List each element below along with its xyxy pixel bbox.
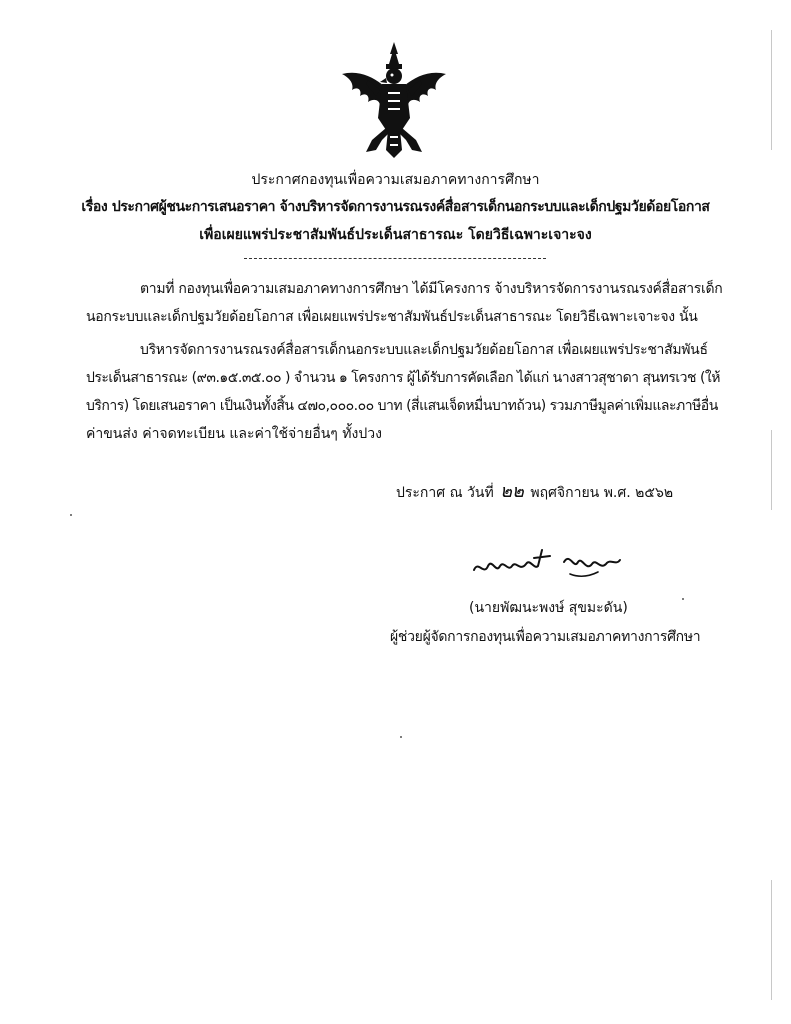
date-prefix: ประกาศ ณ วันที่ [396, 485, 494, 501]
signatory-name: (นายพัฒนะพงษ์ สุขมะดัน) [469, 600, 628, 616]
date-day-handwritten: ๒๒ [500, 481, 524, 502]
garuda-emblem-icon [336, 40, 452, 160]
scan-speck [70, 514, 72, 516]
signatory-position: ผู้ช่วยผู้จัดการกองทุนเพื่อความเสมอภาคทางการศึกษา [390, 629, 701, 645]
paragraph-2-line-3: บริการ) โดยเสนอราคา เป็นเงินทั้งสิ้น ๔๗๐,๐๐๐.๐๐ บาท (สี่แสนเจ็ดหมื่นบาทถ้วน) รวมภาษีมูลค่าเพิ่มและภาษีอื่น [86, 398, 718, 414]
divider [244, 258, 546, 259]
scan-edge-mark [771, 30, 772, 150]
announcement-date [396, 482, 673, 503]
paragraph-1-line-1: ตามที่ กองทุนเพื่อความเสมอภาคทางการศึกษา ได้มีโครงการ จ้างบริหารจัดการงานรณรงค์สื่อสารเด็ก [140, 281, 723, 297]
document-title: ประกาศกองทุนเพื่อความเสมอภาคทางการศึกษา [251, 172, 540, 188]
scan-edge-mark [771, 880, 772, 1000]
paragraph-2-line-2: ประเด็นสาธารณะ (๙๓.๑๕.๓๕.๐๐ ) จำนวน ๑ โครงการ ผู้ได้รับการคัดเลือก ได้แก่ นางสาวสุชาดา สุนทรเวช (ให้ [86, 370, 720, 386]
scan-edge-mark [771, 430, 772, 510]
signature-image [470, 540, 630, 584]
scan-speck [682, 598, 684, 600]
paragraph-2-line-4: ค่าขนส่ง ค่าจดทะเบียน และค่าใช้จ่ายอื่นๆ ทั้งปวง [86, 426, 382, 442]
subject-line: เรื่อง ประกาศผู้ชนะการเสนอราคา จ้างบริหารจัดการงานรณรงค์สื่อสารเด็กนอกระบบและเด็กปฐมวัยด้อยโอกาส [81, 199, 710, 215]
paragraph-1-line-2: นอกระบบและเด็กปฐมวัยด้อยโอกาส เพื่อเผยแพร่ประชาสัมพันธ์ประเด็นสาธารณะ โดยวิธีเฉพาะเจาะจง นั้น [86, 309, 698, 325]
date-suffix: พฤศจิกายน พ.ศ. ๒๕๖๒ [530, 485, 674, 501]
paragraph-2-line-1: บริหารจัดการงานรณรงค์สื่อสารเด็กนอกระบบและเด็กปฐมวัยด้อยโอกาส เพื่อเผยแพร่ประชาสัมพันธ์ [140, 342, 708, 358]
subject-line-continued: เพื่อเผยแพร่ประชาสัมพันธ์ประเด็นสาธารณะ โดยวิธีเฉพาะเจาะจง [199, 227, 592, 243]
scan-speck [400, 736, 402, 738]
